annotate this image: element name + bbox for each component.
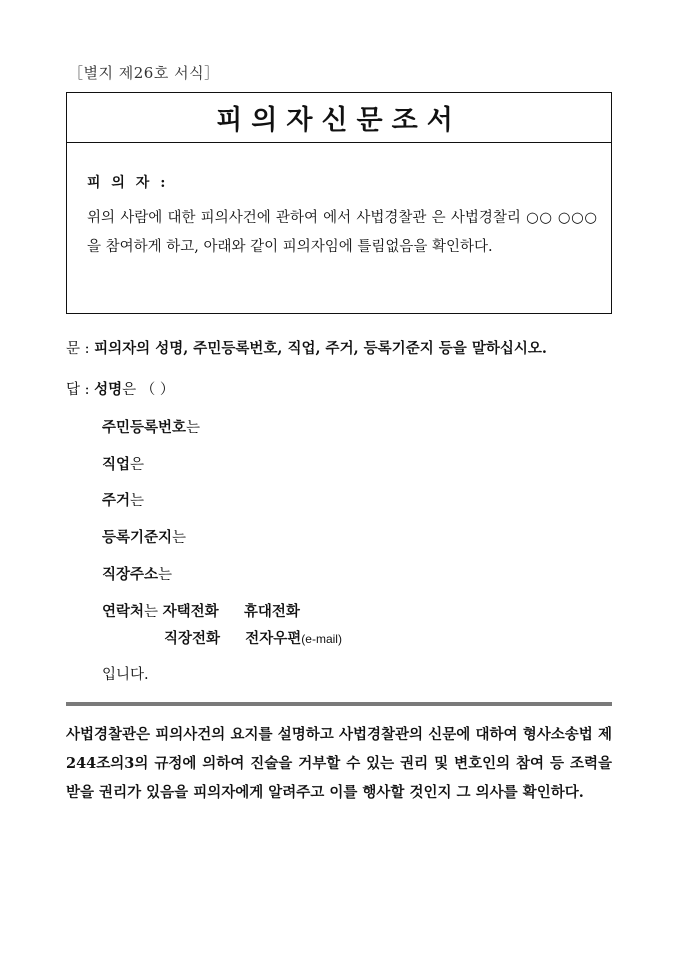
work-address-line (102, 563, 172, 584)
rrn-line (102, 416, 200, 437)
work-phone-label: 직장전화 (164, 630, 221, 647)
registry-label: 등록기준지 (102, 529, 173, 546)
registry-suffix: 는 (172, 530, 187, 546)
contact-label: 연락처 (102, 603, 145, 620)
question-label: 문 : (66, 341, 95, 357)
mobile-phone-label: 휴대전화 (243, 603, 300, 620)
question-text: 피의자의 성명, 주민등록번호, 직업, 주거, 등록기준지 등을 말하십시오. (94, 340, 547, 357)
name-suffix: 은 （ ） (122, 382, 175, 398)
job-label: 직업 (102, 456, 131, 473)
job-suffix: 은 (130, 457, 145, 473)
address-line (102, 489, 144, 510)
answer-row (66, 378, 174, 399)
home-phone-label: 자택전화 (162, 603, 219, 620)
name-label: 성명 (94, 381, 123, 398)
contact-line-2 (164, 627, 342, 648)
address-suffix: 는 (130, 493, 145, 509)
form-number: ［별지 제26호 서식］ (68, 64, 220, 82)
suspect-label: 피 의 자 : (87, 175, 169, 191)
rrn-label: 주민등록번호 (102, 419, 187, 436)
answer-label: 답 : (66, 382, 95, 398)
job-line (102, 453, 144, 474)
answer-ending: 입니다. (102, 667, 149, 683)
rights-notice: 사법경찰관은 피의사건의 요지를 설명하고 사법경찰관의 신문에 대하여 형사소송법 제244조의3의 규정에 의하여 진술을 거부할 수 있는 권리 및 변호인의 참여 등 조력을 받을 권리가 있음을 피의자에게 알려주고 이를 행사할 것인지 그 의사를 확인하다. (66, 726, 612, 801)
email-paren: (e-mail) (301, 632, 342, 646)
suspect-info-box (66, 142, 612, 314)
email-label: 전자우편 (245, 630, 302, 647)
address-label: 주거 (102, 492, 131, 509)
intro-text: 위의 사람에 대한 피의사건에 관하여 에서 사법경찰관 은 사법경찰리 ○○ ○○○을 참여하게 하고, 아래와 같이 피의자임에 틀림없음을 확인하다. (87, 210, 597, 255)
rrn-suffix: 는 (186, 420, 201, 436)
work-address-suffix: 는 (158, 567, 173, 583)
document-title: 피의자신문조서 (216, 105, 462, 136)
work-address-label: 직장주소 (102, 566, 159, 583)
registry-line (102, 526, 186, 547)
question-row (66, 337, 547, 358)
title-box (66, 92, 612, 143)
contact-line (102, 600, 300, 621)
section-divider (66, 702, 612, 706)
contact-suffix: 는 (144, 604, 159, 620)
